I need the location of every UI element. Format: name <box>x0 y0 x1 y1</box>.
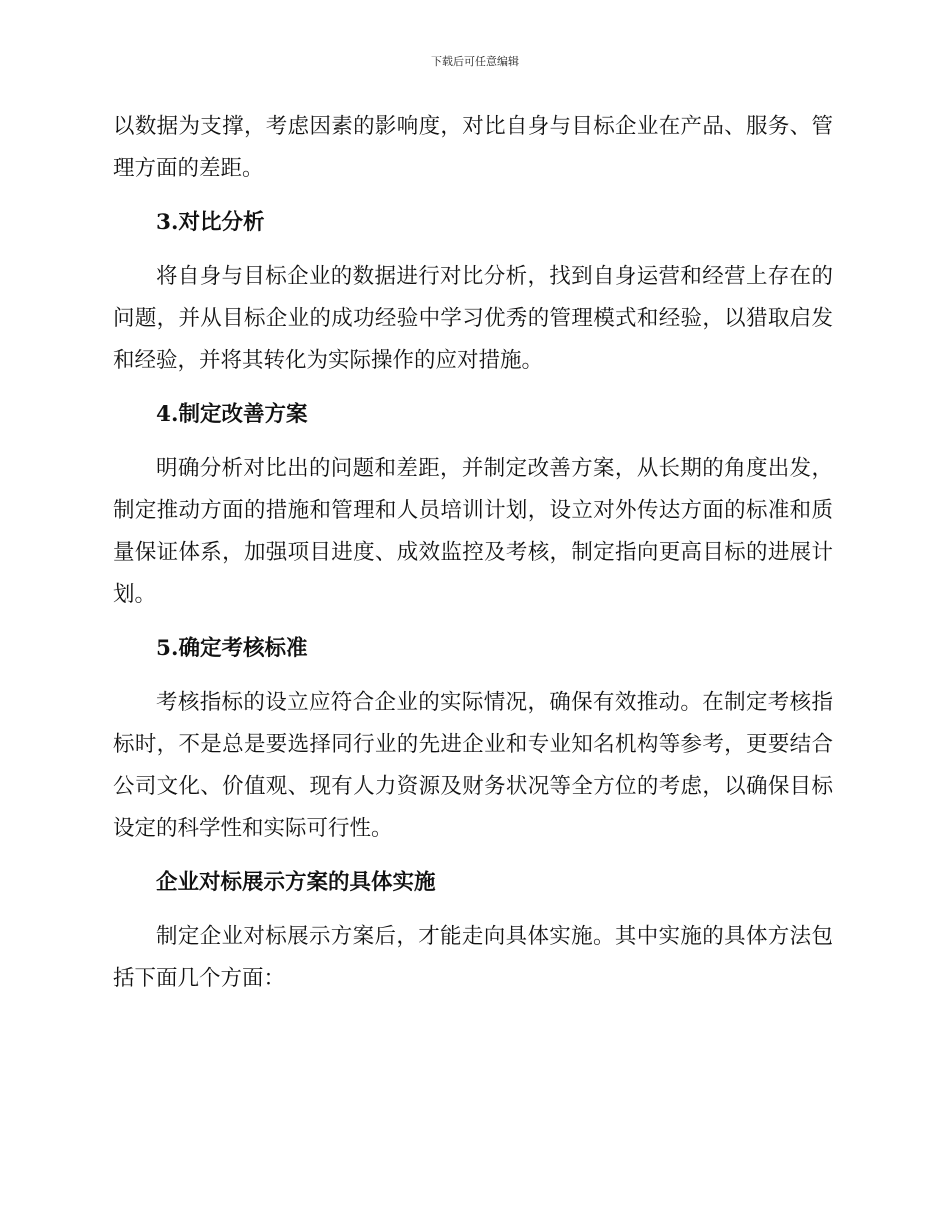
document-body <box>113 106 833 1000</box>
paragraph-gap-comparison: 以数据为支撑，考虑因素的影响度，对比自身与目标企业在产品、服务、管理方面的差距。 <box>113 114 833 181</box>
heading-implementation: 企业对标展示方案的具体实施 <box>156 870 436 895</box>
heading-comparative-analysis: 3.对比分析 <box>156 210 265 235</box>
heading-assessment-standards: 5.确定考核标准 <box>156 636 308 661</box>
heading-improvement-plan: 4.制定改善方案 <box>156 402 308 427</box>
paragraph-improvement-plan: 明确分析对比出的问题和差距，并制定改善方案，从长期的角度出发，制定推动方面的措施和管理和人员培训计划，设立对外传达方面的标准和质量保证体系，加强项目进度、成效监控及考核，制定指向更高目标的进展计划。 <box>113 456 833 607</box>
paragraph-comparative-analysis: 将自身与目标企业的数据进行对比分析，找到自身运营和经营上存在的问题，并从目标企业的成功经验中学习优秀的管理模式和经验，以猎取启发和经验，并将其转化为实际操作的应对措施。 <box>113 264 833 373</box>
paragraph-assessment-standards: 考核指标的设立应符合企业的实际情况，确保有效推动。在制定考核指标时，不是总是要选择同行业的先进企业和专业知名机构等参考，更要结合公司文化、价值观、现有人力资源及财务状况等全方位的考虑，以确保目标设定的科学性和实际可行性。 <box>113 690 833 841</box>
page-header-note: 下载后可任意编辑 <box>431 55 519 68</box>
paragraph-implementation: 制定企业对标展示方案后，才能走向具体实施。其中实施的具体方法包括下面几个方面： <box>113 924 833 991</box>
